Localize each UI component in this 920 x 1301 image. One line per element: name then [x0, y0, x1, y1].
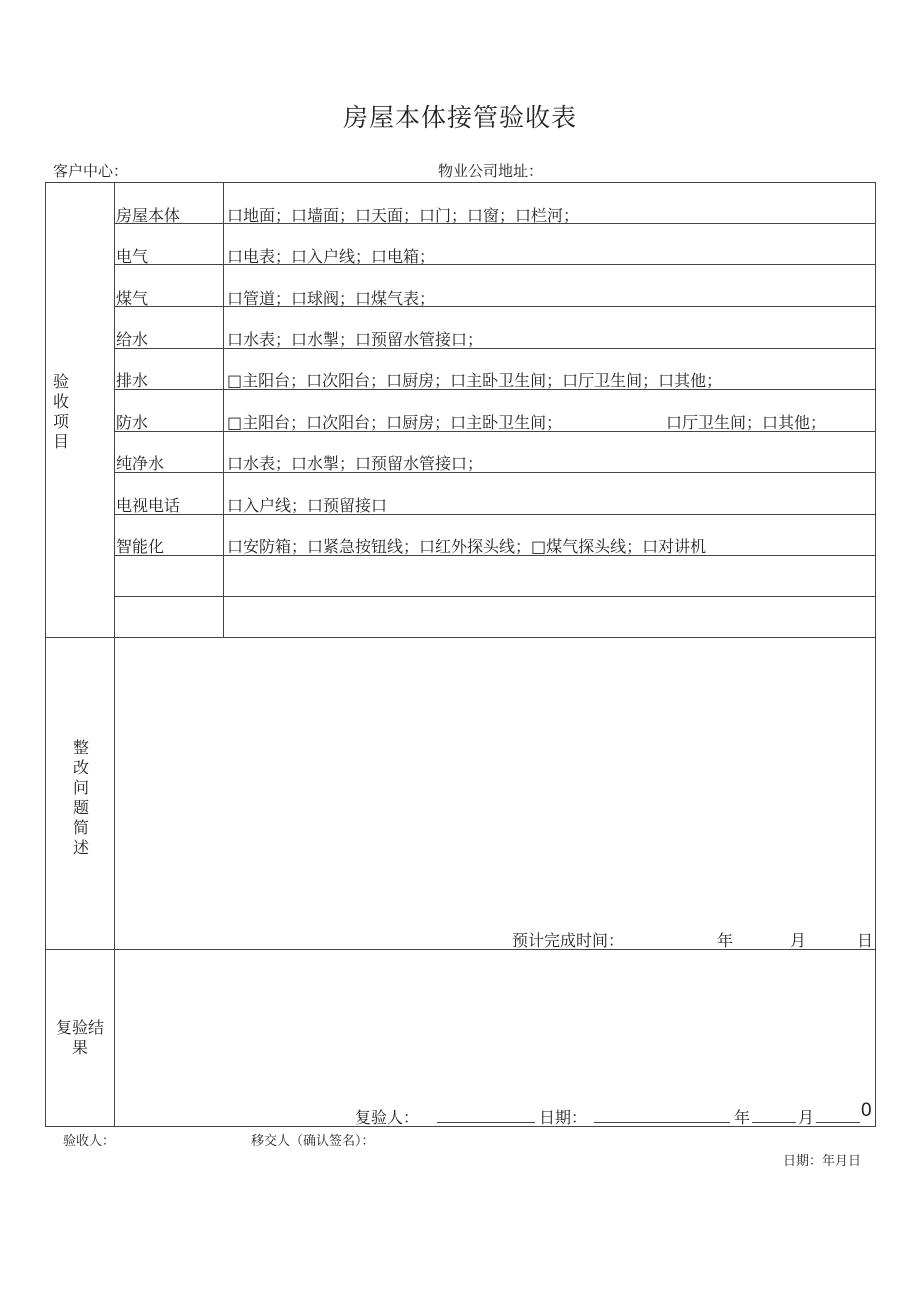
- rectification-issues-label: 整 改 问 题 简 述: [72, 738, 89, 857]
- row-options-water-supply: 口水表；口水掣；口预留水管接口；: [227, 330, 484, 349]
- recheck-trailing-text: 0: [861, 1100, 872, 1121]
- customer-center-label: 客户中心：: [53, 162, 129, 180]
- row-category-gas: 煤气: [116, 289, 149, 308]
- recheck-result-label: 复验结 果: [55, 1018, 104, 1057]
- recheck-month-label: 月: [798, 1108, 815, 1127]
- reinspector-signature-field[interactable]: [437, 1108, 535, 1123]
- row-options-purified-water: 口水表；口水掣；口预留水管接口；: [227, 454, 484, 473]
- row-options-gas: 口管道；口球阀；口煤气表；: [227, 289, 436, 308]
- recheck-month-field[interactable]: [752, 1108, 796, 1123]
- row-options-drainage: □主阳台；口次阳台；口厨房；口主卧卫生间；口厅卫生间；口其他；: [227, 371, 723, 390]
- row-category-smart: 智能化: [116, 537, 165, 556]
- row-category-purified-water: 纯净水: [116, 454, 165, 473]
- reinspector-label: 复验人：: [355, 1108, 420, 1127]
- completion-day-label: 日: [857, 931, 874, 950]
- expected-completion-label: 预计完成时间：: [512, 931, 625, 950]
- row-category-electric: 电气: [116, 247, 149, 266]
- recheck-date-label: 日期：: [539, 1108, 588, 1127]
- row-options-house: 口地面；口墙面；口天面；口门；口窗；口栏河；: [227, 206, 580, 225]
- inspector-label: 验收人：: [63, 1134, 116, 1149]
- row-options-waterproof: □主阳台；口次阳台；口厨房；口主卧卫生间；: [227, 413, 563, 432]
- inspection-items-label: 验 收 项 目: [52, 372, 69, 451]
- row-category-tv-phone: 电视电话: [116, 496, 181, 515]
- page-title: 房屋本体接管验收表: [342, 103, 577, 132]
- recheck-date-field[interactable]: [594, 1108, 730, 1123]
- row-category-house: 房屋本体: [116, 206, 181, 225]
- footer-date-label: 日期：年月日: [783, 1154, 862, 1169]
- row-category-drainage: 排水: [116, 371, 149, 390]
- handover-label: 移交人（确认签名）：: [251, 1134, 375, 1149]
- row-options-electric: 口电表；口入户线；口电箱；: [227, 247, 436, 266]
- company-address-label: 物业公司地址：: [438, 162, 544, 180]
- completion-month-label: 月: [790, 931, 807, 950]
- completion-year-label: 年: [717, 931, 734, 950]
- row-category-water-supply: 给水: [116, 330, 149, 349]
- row-options-waterproof-2: 口厅卫生间；口其他；: [666, 413, 827, 432]
- row-category-waterproof: 防水: [116, 413, 149, 432]
- row-options-smart: 口安防箱；口紧急按钮线；口红外探头线；□煤气探头线；口对讲机: [227, 537, 707, 556]
- row-options-tv-phone: 口入户线；口预留接口: [227, 496, 388, 515]
- recheck-year-label: 年: [734, 1108, 751, 1127]
- recheck-day-field[interactable]: [816, 1108, 860, 1123]
